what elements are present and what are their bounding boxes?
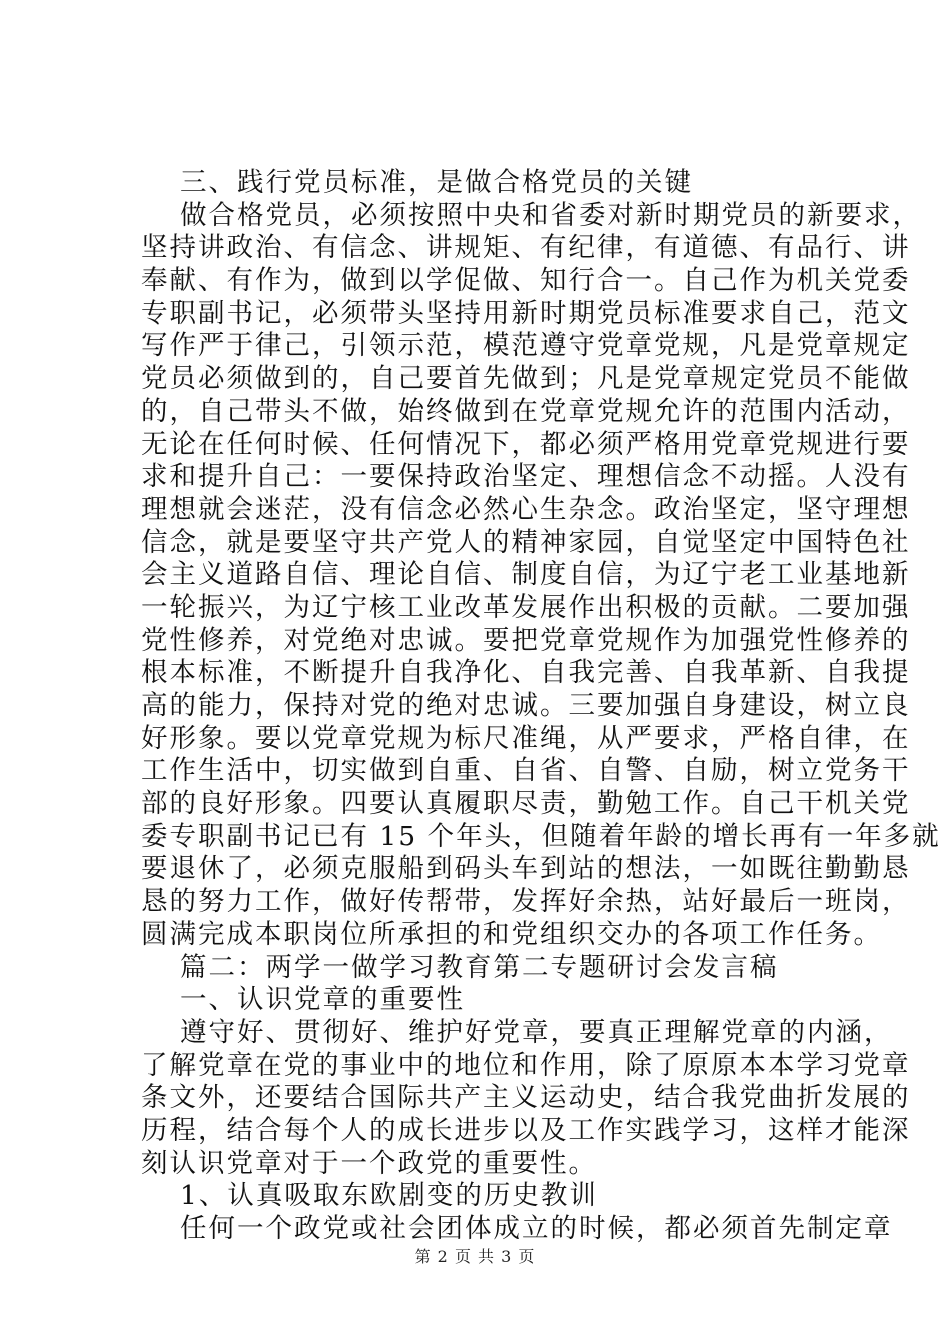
paragraph-line: 党员必须做到的，自己要首先做到；凡是党章规定党员不能做 bbox=[141, 363, 911, 395]
paragraph-line: 根本标准，不断提升自我净化、自我完善、自我革新、自我提 bbox=[141, 657, 911, 689]
paragraph-line: 的，自己带头不做，始终做到在党章党规允许的范围内活动， bbox=[141, 395, 911, 427]
paragraph-line: 坚持讲政治、有信念、讲规矩、有纪律，有道德、有品行、讲 bbox=[141, 232, 911, 264]
paragraph-line: 条文外，还要结合国际共产主义运动史，结合我党曲折发展的 bbox=[141, 1082, 911, 1114]
paragraph-line: 恳的努力工作，做好传帮带，发挥好余热，站好最后一班岗， bbox=[141, 886, 911, 918]
paragraph-line: 了解党章在党的事业中的地位和作用，除了原原本本学习党章 bbox=[141, 1049, 911, 1081]
section-heading: 三、践行党员标准，是做合格党员的关键 bbox=[180, 167, 693, 198]
paragraph-line: 一轮振兴，为辽宁核工业改革发展作出积极的贡献。二要加强 bbox=[141, 591, 911, 623]
paragraph-line: 党性修养，对党绝对忠诚。要把党章党规作为加强党性修养的 bbox=[141, 624, 911, 656]
paragraph-line: 刻认识党章对于一个政党的重要性。 bbox=[141, 1147, 597, 1179]
section-heading: 一、认识党章的重要性 bbox=[180, 984, 465, 1016]
article-title: 篇二：两学一做学习教育第二专题研讨会发言稿 bbox=[180, 951, 779, 983]
paragraph-line: 遵守好、贯彻好、维护好党章，要真正理解党章的内涵， bbox=[180, 1016, 893, 1048]
paragraph-line: 会主义道路自信、理论自信、制度自信，为辽宁老工业基地新 bbox=[141, 559, 911, 591]
paragraph-line: 理想就会迷茫，没有信念必然心生杂念。政治坚定，坚守理想 bbox=[141, 493, 911, 525]
paragraph-line: 历程，结合每个人的成长进步以及工作实践学习，这样才能深 bbox=[141, 1114, 911, 1146]
paragraph-line: 高的能力，保持对党的绝对忠诚。三要加强自身建设，树立良 bbox=[141, 690, 911, 721]
paragraph-line: 无论在任何时候、任何情况下，都必须严格用党章党规进行要 bbox=[141, 428, 911, 460]
paragraph-line: 好形象。要以党章党规为标尺准绳，从严要求，严格自律，在 bbox=[141, 722, 911, 754]
paragraph-line: 工作生活中，切实做到自重、自省、自警、自励，树立党务干 bbox=[141, 755, 911, 787]
paragraph-line: 任何一个政党或社会团体成立的时候，都必须首先制定章 bbox=[180, 1213, 893, 1244]
page-footer: 第 2 页 共 3 页 bbox=[414, 1247, 536, 1266]
paragraph-line: 写作严于律己，引领示范，模范遵守党章党规，凡是党章规定 bbox=[141, 330, 911, 362]
document-body bbox=[141, 167, 941, 1246]
paragraph-line: 要退休了，必须克服船到码头车到站的想法，一如既往勤勤恳 bbox=[141, 853, 911, 885]
paragraph-line: 专职副书记，必须带头坚持用新时期党员标准要求自己，范文 bbox=[141, 297, 911, 329]
paragraph-line: 信念，就是要坚守共产党人的精神家园，自觉坚定中国特色社 bbox=[141, 526, 911, 558]
paragraph-line: 圆满完成本职岗位所承担的和党组织交办的各项工作任务。 bbox=[141, 918, 882, 950]
paragraph-line: 奉献、有作为，做到以学促做、知行合一。自己作为机关党委 bbox=[141, 265, 911, 297]
paragraph-line: 做合格党员，必须按照中央和省委对新时期党员的新要求， bbox=[180, 199, 921, 231]
subsection-heading: 1、认真吸取东欧剧变的历史教训 bbox=[180, 1180, 598, 1212]
paragraph-line: 求和提升自己：一要保持政治坚定、理想信念不动摇。人没有 bbox=[141, 461, 911, 493]
paragraph-line: 委专职副书记已有 15 个年头，但随着年龄的增长再有一年多就 bbox=[141, 820, 941, 852]
paragraph-line: 部的良好形象。四要认真履职尽责，勤勉工作。自己干机关党 bbox=[141, 788, 911, 820]
